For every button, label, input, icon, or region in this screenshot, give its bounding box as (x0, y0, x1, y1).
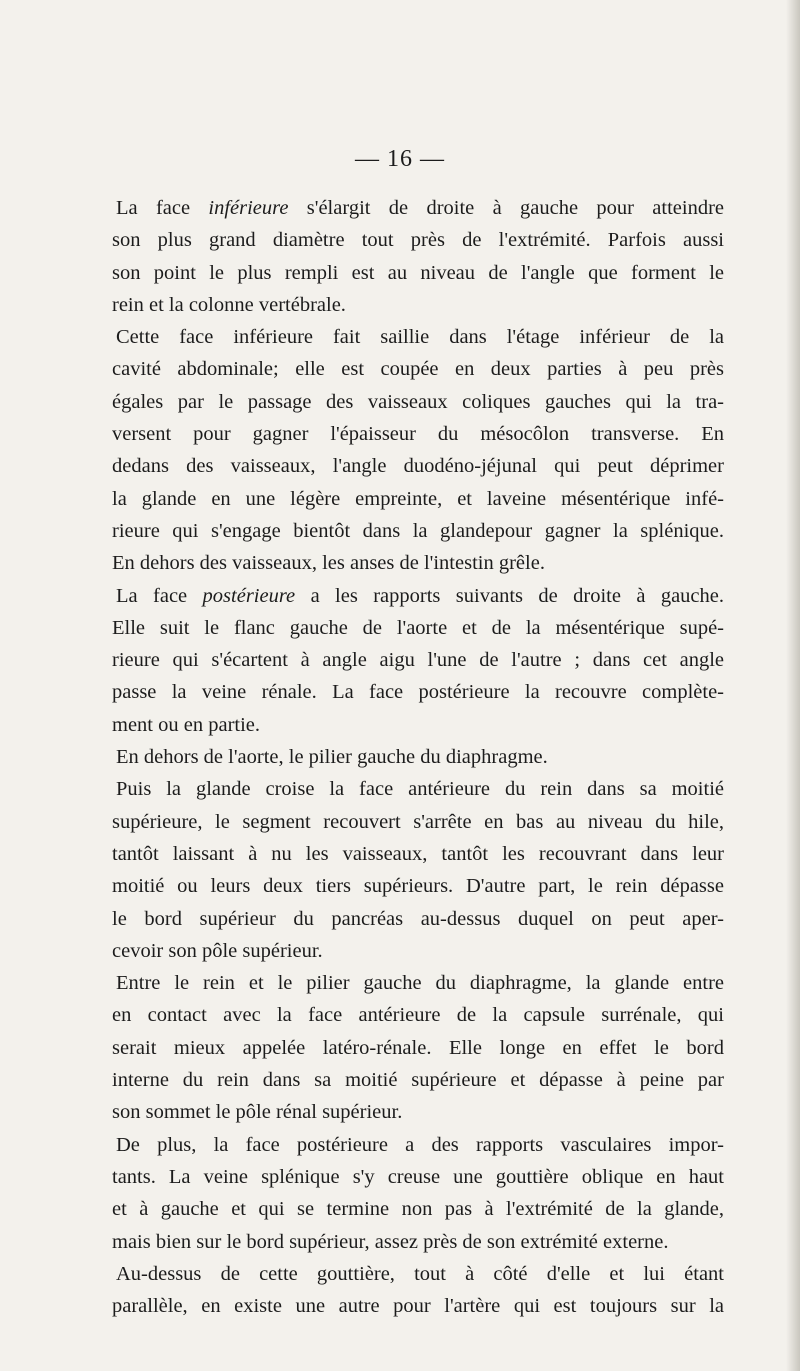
text-line: Entre le rein et le pilier gauche du diaphragme, la glande entre (116, 972, 724, 995)
text-line: interne du rein dans sa moitié supérieure et dépasse à peine par (112, 1069, 724, 1092)
text-line: son point le plus rempli est au niveau de l'angle que forment le (112, 261, 724, 284)
text-line: son plus grand diamètre tout près de l'extrémité. Parfois aussi (112, 229, 724, 252)
text-line: son sommet le pôle rénal supérieur. (112, 1101, 403, 1124)
paragraph (112, 967, 724, 1128)
text-line: le bord supérieur du pancréas au-dessus duquel on peut aper- (112, 907, 724, 930)
text-line: versent pour gagner l'épaisseur du mésocôlon transverse. En (112, 423, 724, 446)
text-line: passe la veine rénale. La face postérieure la recouvre complète- (112, 681, 724, 704)
emphasized-term: postérieure (202, 584, 296, 607)
text-line: dedans des vaisseaux, l'angle duodéno-jéjunal qui peut déprimer (112, 455, 724, 478)
text-line: rieure qui s'engage bientôt dans la glandepour gagner la splénique. (112, 519, 724, 542)
page-number: — 16 — (355, 146, 445, 172)
text-line: cavité abdominale; elle est coupée en deux parties à peu près (112, 358, 724, 381)
text-line: De plus, la face postérieure a des rapports vasculaires impor- (116, 1133, 724, 1156)
text-line: En dehors de l'aorte, le pilier gauche du diaphragme. (116, 746, 548, 769)
text-line: la glande en une légère empreinte, et laveine mésentérique infé- (112, 487, 724, 510)
text-line: et à gauche et qui se termine non pas à l'extrémité de la glande, (112, 1198, 724, 1221)
text-line: moitié ou leurs deux tiers supérieurs. D'autre part, le rein dépasse (112, 875, 724, 898)
paragraph (112, 1129, 724, 1258)
text-line: serait mieux appelée latéro-rénale. Elle longe en effet le bord (112, 1036, 724, 1059)
text-line: La face postérieure a les rapports suivants de droite à gauche. (116, 584, 725, 607)
paragraph (112, 773, 724, 967)
paragraph (112, 321, 724, 579)
text-line: tantôt laissant à nu les vaisseaux, tantôt les recouvrant dans leur (112, 842, 724, 865)
text-line: tants. La veine splénique s'y creuse une gouttière oblique en haut (112, 1165, 724, 1188)
text-line: ment ou en partie. (112, 713, 261, 736)
text-line: rieure qui s'écartent à angle aigu l'une de l'autre ; dans cet angle (112, 649, 724, 672)
paragraph (112, 192, 724, 321)
text-line: La face inférieure s'élargit de droite à gauche pour atteindre (116, 197, 724, 219)
text-line: Elle suit le flanc gauche de l'aorte et de la mésentérique supé- (112, 616, 724, 639)
text-line: rein et la colonne vertébrale. (112, 293, 346, 316)
body-text (112, 192, 724, 1322)
text-line: parallèle, en existe une autre pour l'artère qui est toujours sur la (112, 1295, 724, 1318)
text-line: En dehors des vaisseaux, les anses de l'intestin grêle. (112, 552, 545, 575)
text-line: Au-dessus de cette gouttière, tout à côté d'elle et lui étant (116, 1262, 724, 1285)
text-line: Cette face inférieure fait saillie dans l'étage inférieur de la (116, 326, 724, 349)
paragraph (112, 580, 724, 741)
page-edge (786, 0, 800, 1371)
paragraph (112, 741, 724, 773)
text-line: mais bien sur le bord supérieur, assez près de son extrémité externe. (112, 1230, 669, 1253)
text-line: Puis la glande croise la face antérieure du rein dans sa moitié (116, 778, 724, 801)
text-line: en contact avec la face antérieure de la capsule surrénale, qui (112, 1004, 724, 1027)
text-line: égales par le passage des vaisseaux coliques gauches qui la tra- (112, 390, 724, 413)
text-line: supérieure, le segment recouvert s'arrête en bas au niveau du hile, (112, 810, 724, 833)
text-line: cevoir son pôle supérieur. (112, 939, 323, 962)
emphasized-term: inférieure (208, 197, 289, 219)
paragraph (112, 1258, 724, 1323)
